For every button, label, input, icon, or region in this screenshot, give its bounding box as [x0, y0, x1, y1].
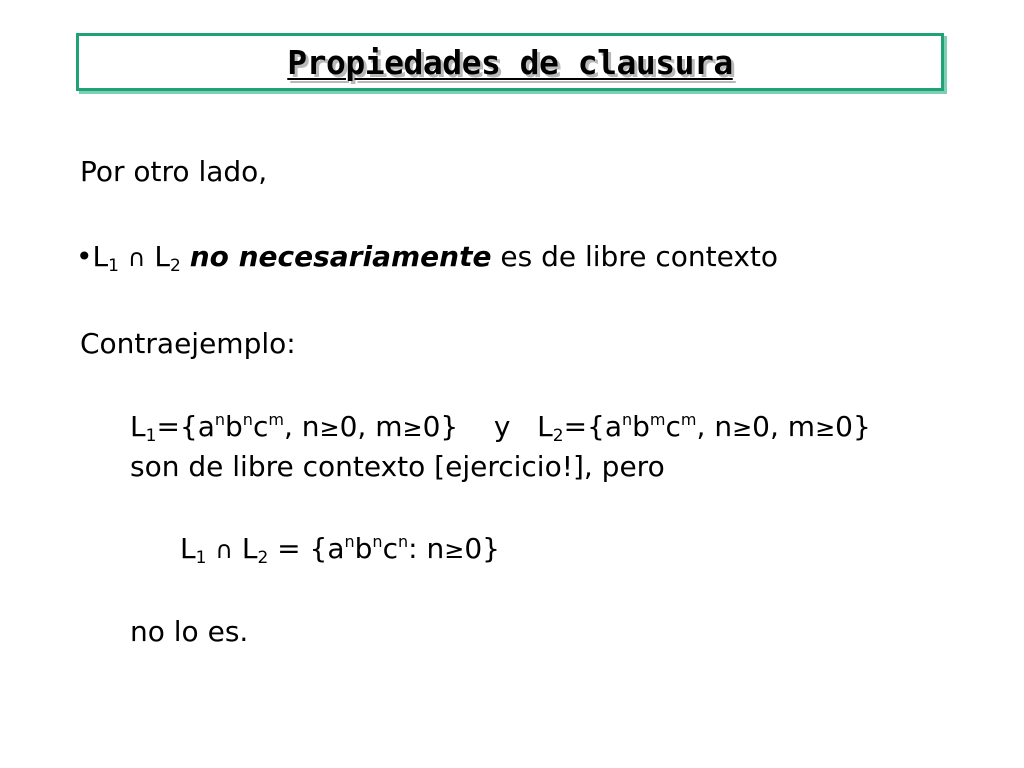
definition-line [130, 410, 871, 446]
colon-n: : n [408, 532, 445, 565]
subscript-2: 2 [257, 548, 269, 568]
exp-n: n [344, 532, 355, 551]
son-line: son de libre contexto [ejercicio!], pero [130, 450, 665, 483]
bullet-line [76, 240, 778, 276]
zero-m: 0, m [752, 410, 816, 443]
exp-m: m [649, 410, 666, 429]
eq-open: ={a [156, 410, 215, 443]
exp-m: m [680, 410, 697, 429]
L-symbol: L [130, 410, 146, 443]
bullet-rest-text: es de libre contexto [500, 240, 778, 273]
exp-m: m [268, 410, 284, 429]
result-line [180, 532, 500, 568]
geq-symbol: ≥ [402, 414, 423, 442]
sep: , n [696, 410, 733, 443]
intersection-symbol: ∩ [215, 536, 233, 564]
c-letter: c [665, 410, 681, 443]
slide-title: Propiedades de clausura [287, 42, 733, 82]
zero-close: 0} [422, 410, 459, 443]
eq-open: ={a [563, 410, 622, 443]
zero-close: 0} [464, 532, 500, 565]
intro-line: Por otro lado, [80, 155, 268, 188]
conclusion-line: no lo es. [130, 615, 249, 648]
subscript-2: 2 [552, 426, 564, 446]
exp-n: n [622, 410, 633, 429]
exp-n: n [397, 532, 409, 551]
bullet-dot: • [76, 240, 93, 273]
L-symbol: L [537, 410, 553, 443]
geq-symbol: ≥ [319, 414, 340, 442]
c-letter: c [382, 532, 398, 565]
b-letter: b [354, 532, 373, 565]
b-letter: b [225, 410, 243, 443]
eq-open: = {a [268, 532, 345, 565]
subscript-2: 2 [169, 256, 181, 276]
emphasis-text: no necesariamente [189, 240, 492, 273]
title-box [76, 33, 944, 91]
exp-n: n [372, 532, 383, 551]
exp-n: n [242, 410, 253, 429]
geq-symbol: ≥ [732, 414, 753, 442]
b-letter: b [632, 410, 650, 443]
subscript-1: 1 [195, 548, 207, 568]
subscript-1: 1 [108, 256, 119, 276]
L-symbol: L [154, 240, 170, 273]
subscript-1: 1 [145, 426, 157, 446]
counterexample-label: Contraejemplo: [80, 327, 296, 360]
L-symbol: L [241, 532, 258, 565]
L-symbol: L [92, 240, 109, 273]
zero-m: 0, m [339, 410, 403, 443]
intersection-symbol: ∩ [127, 244, 146, 272]
sep: , n [283, 410, 320, 443]
y-conjunction: y [493, 410, 511, 443]
L-symbol: L [180, 532, 196, 565]
exp-n: n [214, 410, 226, 429]
geq-symbol: ≥ [815, 414, 836, 442]
zero-close: 0} [835, 410, 871, 443]
geq-symbol: ≥ [444, 536, 465, 564]
c-letter: c [252, 410, 269, 443]
